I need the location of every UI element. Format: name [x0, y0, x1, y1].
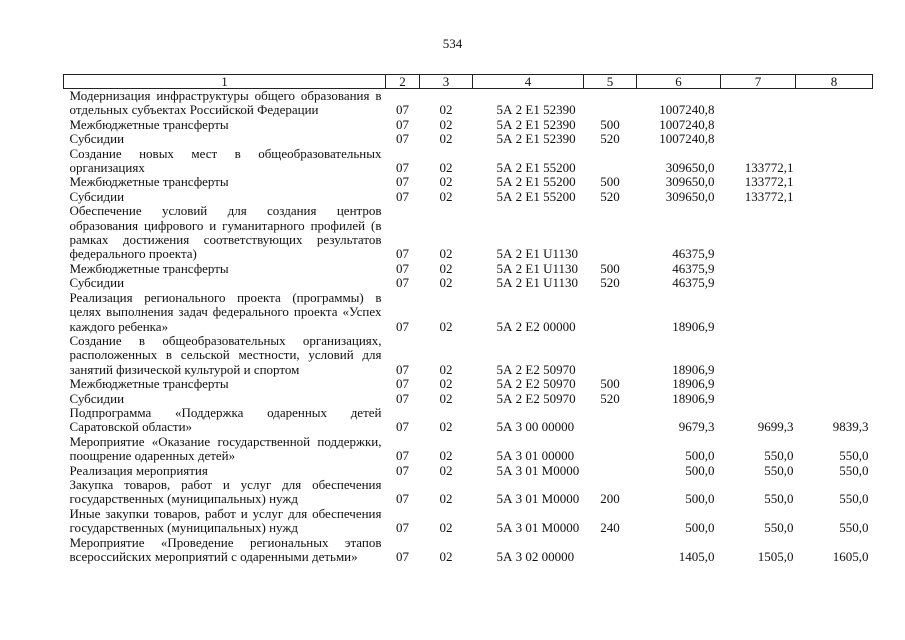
- expense-type-code: [584, 147, 637, 176]
- subsection-code: 02: [439, 102, 453, 118]
- table-row: [64, 204, 873, 262]
- row-description: Межбюджетные трансферты: [69, 376, 229, 392]
- amount-year-1: 1007240,8: [659, 116, 715, 132]
- amount-year-2: 550,0: [764, 491, 794, 507]
- row-description: Обеспечение условий для создания центров образования цифрового и гуманитарного профилей (в рамках достижения соответствующих результатов федерального проекта): [69, 203, 382, 262]
- amount-year-1: 309650,0: [665, 188, 715, 204]
- section-code: 07: [396, 419, 409, 435]
- subsection-code: 02: [439, 390, 453, 406]
- target-article-code: 5А 2 Е2 50970: [496, 390, 576, 406]
- target-article-code: 5А 2 Е1 55200: [496, 188, 576, 204]
- column-header: 8: [796, 75, 873, 89]
- column-header: 2: [386, 75, 420, 89]
- subsection-code: 02: [439, 131, 453, 147]
- amount-year-3: [796, 204, 873, 262]
- subsection-code: 02: [439, 491, 453, 507]
- expense-type-code: [584, 291, 637, 334]
- subsection-code: 02: [439, 260, 453, 276]
- expense-type-code: [584, 204, 637, 262]
- target-article-code: 5А 3 01 М0000: [496, 491, 580, 507]
- section-code: 07: [396, 116, 409, 132]
- row-description: Реализация регионального проекта (программы) в целях выполнения задач федерального проекта «Успех каждого ребенка»: [69, 289, 382, 334]
- table-row: [64, 478, 873, 507]
- section-code: 07: [396, 174, 409, 190]
- table-row: [64, 276, 873, 290]
- budget-table: [63, 74, 873, 564]
- amount-year-3: [796, 392, 873, 406]
- target-article-code: 5А 3 00 00000: [496, 419, 575, 435]
- amount-year-2: [721, 291, 796, 334]
- section-code: 07: [396, 520, 409, 536]
- expense-type-code: [584, 89, 637, 118]
- amount-year-2: [721, 334, 796, 377]
- subsection-code: 02: [439, 188, 453, 204]
- section-code: 07: [396, 376, 409, 392]
- row-description: Мероприятие «Оказание государственной поддержки, поощрение одаренных детей»: [69, 433, 382, 464]
- section-code: 07: [396, 131, 409, 147]
- target-article-code: 5А 3 02 00000: [496, 549, 575, 564]
- table-row: [64, 406, 873, 435]
- amount-year-1: 309650,0: [665, 160, 715, 176]
- column-header: 4: [473, 75, 584, 89]
- amount-year-1: 46375,9: [672, 246, 715, 262]
- target-article-code: 5А 2 Е2 50970: [496, 376, 576, 392]
- amount-year-3: [796, 89, 873, 118]
- section-code: 07: [396, 160, 409, 176]
- page-number: 534: [442, 36, 463, 51]
- table-row: [64, 392, 873, 406]
- row-description: Межбюджетные трансферты: [69, 174, 229, 190]
- expense-type-code: 500: [600, 260, 620, 276]
- amount-year-3: 9839,3: [832, 419, 869, 435]
- expense-type-code: [584, 334, 637, 377]
- amount-year-2: 133772,1: [744, 188, 794, 204]
- table-row: [64, 334, 873, 377]
- expense-type-code: 500: [600, 116, 620, 132]
- amount-year-3: [796, 175, 873, 189]
- amount-year-3: [796, 291, 873, 334]
- expense-type-code: [584, 406, 637, 435]
- amount-year-1: 309650,0: [665, 174, 715, 190]
- amount-year-3: 550,0: [839, 462, 869, 478]
- amount-year-2: [721, 262, 796, 276]
- target-article-code: 5А 2 Е1 52390: [496, 102, 576, 118]
- table-row: [64, 377, 873, 391]
- amount-year-2: 550,0: [764, 520, 794, 536]
- target-article-code: 5А 2 Е2 00000: [496, 318, 576, 334]
- amount-year-3: 550,0: [839, 520, 869, 536]
- amount-year-1: 18906,9: [672, 390, 715, 406]
- expense-type-code: 520: [600, 390, 620, 406]
- subsection-code: 02: [439, 160, 453, 176]
- row-description: Закупка товаров, работ и услуг для обеспечения государственных (муниципальных) нужд: [69, 476, 382, 507]
- subsection-code: 02: [439, 174, 453, 190]
- section-code: 07: [396, 448, 409, 464]
- amount-year-2: 133772,1: [744, 174, 794, 190]
- column-header: 7: [721, 75, 796, 89]
- amount-year-2: [721, 132, 796, 146]
- amount-year-2: [721, 89, 796, 118]
- target-article-code: 5А 3 01 00000: [496, 448, 575, 464]
- amount-year-1: 500,0: [685, 520, 715, 536]
- subsection-code: 02: [439, 318, 453, 334]
- amount-year-2: [721, 118, 796, 132]
- amount-year-1: 1007240,8: [659, 131, 715, 147]
- amount-year-1: 1405,0: [678, 549, 715, 564]
- amount-year-2: 550,0: [764, 462, 794, 478]
- amount-year-3: [796, 276, 873, 290]
- target-article-code: 5А 2 Е1 52390: [496, 116, 576, 132]
- row-description: Реализация мероприятия: [69, 462, 208, 478]
- expense-type-code: 520: [600, 131, 620, 147]
- amount-year-3: [796, 262, 873, 276]
- row-description: Мероприятие «Проведение региональных этапов всероссийских мероприятий с одаренными детьми»: [69, 534, 382, 564]
- amount-year-3: 550,0: [839, 491, 869, 507]
- table-row: [64, 89, 873, 118]
- row-description: Субсидии: [69, 131, 125, 147]
- amount-year-3: [796, 118, 873, 132]
- subsection-code: 02: [439, 549, 453, 564]
- subsection-code: 02: [439, 246, 453, 262]
- amount-year-3: [796, 132, 873, 146]
- amount-year-1: 500,0: [685, 448, 715, 464]
- subsection-code: 02: [439, 419, 453, 435]
- table-header-row: [64, 75, 873, 89]
- expense-type-code: [584, 536, 637, 565]
- section-code: 07: [396, 361, 409, 377]
- expense-type-code: [584, 435, 637, 464]
- target-article-code: 5А 2 Е1 U1130: [496, 275, 578, 291]
- amount-year-3: [796, 190, 873, 204]
- amount-year-1: 500,0: [685, 491, 715, 507]
- subsection-code: 02: [439, 361, 453, 377]
- table-row: [64, 291, 873, 334]
- table-row: [64, 507, 873, 536]
- section-code: 07: [396, 390, 409, 406]
- subsection-code: 02: [439, 462, 453, 478]
- row-description: Субсидии: [69, 275, 125, 291]
- section-code: 07: [396, 246, 409, 262]
- subsection-code: 02: [439, 448, 453, 464]
- row-description: Межбюджетные трансферты: [69, 116, 229, 132]
- row-description: Подпрограмма «Поддержка одаренных детей Саратовской области»: [69, 404, 382, 435]
- table-row: [64, 175, 873, 189]
- section-code: 07: [396, 318, 409, 334]
- amount-year-2: [721, 377, 796, 391]
- column-header: 1: [64, 75, 386, 89]
- expense-type-code: 500: [600, 174, 620, 190]
- subsection-code: 02: [439, 116, 453, 132]
- section-code: 07: [396, 462, 409, 478]
- target-article-code: 5А 2 Е1 55200: [496, 174, 576, 190]
- target-article-code: 5А 2 Е1 U1130: [496, 246, 578, 262]
- amount-year-2: [721, 276, 796, 290]
- target-article-code: 5А 2 Е1 U1130: [496, 260, 578, 276]
- target-article-code: 5А 2 Е2 50970: [496, 361, 576, 377]
- table-row: [64, 262, 873, 276]
- amount-year-1: 18906,9: [672, 318, 715, 334]
- table-row: [64, 190, 873, 204]
- expense-type-code: 500: [600, 376, 620, 392]
- amount-year-2: [721, 204, 796, 262]
- amount-year-3: [796, 334, 873, 377]
- section-code: 07: [396, 275, 409, 291]
- amount-year-1: 9679,3: [678, 419, 715, 435]
- expense-type-code: 520: [600, 188, 620, 204]
- subsection-code: 02: [439, 520, 453, 536]
- table-row: [64, 118, 873, 132]
- row-description: Создание новых мест в общеобразовательных организациях: [69, 145, 382, 176]
- column-header: 3: [420, 75, 473, 89]
- amount-year-3: 550,0: [839, 448, 869, 464]
- column-header: 6: [637, 75, 721, 89]
- subsection-code: 02: [439, 376, 453, 392]
- row-description: Субсидии: [69, 188, 125, 204]
- table-row: [64, 435, 873, 464]
- amount-year-3: 1605,0: [832, 549, 869, 564]
- row-description: Межбюджетные трансферты: [69, 260, 229, 276]
- amount-year-3: [796, 377, 873, 391]
- amount-year-2: 1505,0: [757, 549, 794, 564]
- table-row: [64, 147, 873, 176]
- amount-year-1: 46375,9: [672, 275, 715, 291]
- expense-type-code: 520: [600, 275, 620, 291]
- row-description: Модернизация инфраструктуры общего образования в отдельных субъектах Российской Федерации: [69, 88, 382, 118]
- row-description: Субсидии: [69, 390, 125, 406]
- amount-year-2: [721, 392, 796, 406]
- table-row: [64, 132, 873, 146]
- column-header: 5: [584, 75, 637, 89]
- section-code: 07: [396, 491, 409, 507]
- expense-type-code: 200: [600, 491, 620, 507]
- amount-year-2: 133772,1: [744, 160, 794, 176]
- target-article-code: 5А 2 Е1 55200: [496, 160, 576, 176]
- expense-type-code: 240: [600, 520, 620, 536]
- section-code: 07: [396, 260, 409, 276]
- amount-year-3: [796, 147, 873, 176]
- expense-type-code: [584, 464, 637, 478]
- section-code: 07: [396, 188, 409, 204]
- section-code: 07: [396, 102, 409, 118]
- row-description: Иные закупки товаров, работ и услуг для обеспечения государственных (муниципальных) нужд: [69, 505, 382, 536]
- target-article-code: 5А 3 01 М0000: [496, 462, 580, 478]
- section-code: 07: [396, 549, 409, 564]
- amount-year-2: 550,0: [764, 448, 794, 464]
- amount-year-1: 46375,9: [672, 260, 715, 276]
- amount-year-1: 18906,9: [672, 376, 715, 392]
- subsection-code: 02: [439, 275, 453, 291]
- amount-year-1: 18906,9: [672, 361, 715, 377]
- target-article-code: 5А 2 Е1 52390: [496, 131, 576, 147]
- table-row: [64, 464, 873, 478]
- amount-year-1: 1007240,8: [659, 102, 715, 118]
- amount-year-2: 9699,3: [757, 419, 794, 435]
- table-row: [64, 536, 873, 565]
- row-description: Создание в общеобразовательных организациях, расположенных в сельской местности, условий для занятий физической культурой и спортом: [69, 332, 382, 377]
- target-article-code: 5А 3 01 М0000: [496, 520, 580, 536]
- amount-year-1: 500,0: [685, 462, 715, 478]
